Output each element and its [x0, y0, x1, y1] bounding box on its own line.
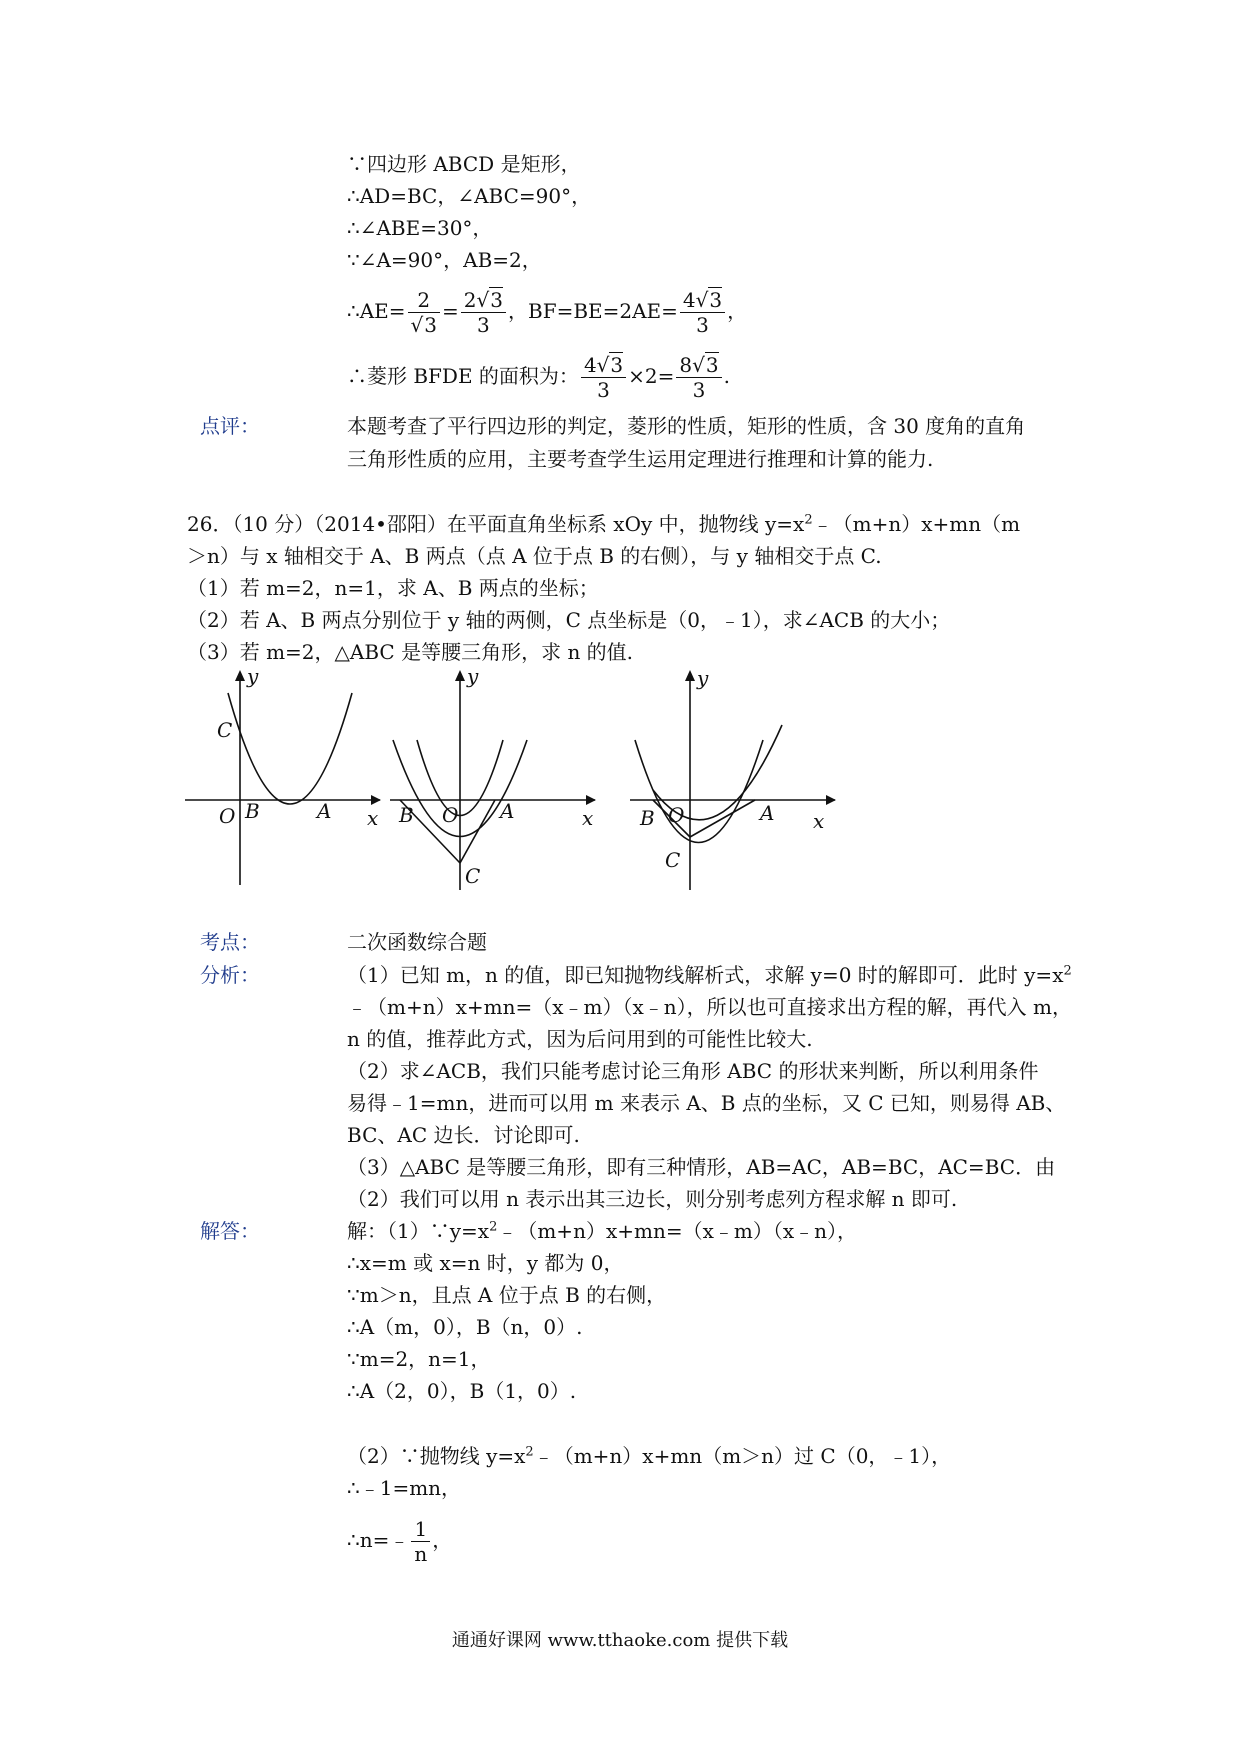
- comment-line-1: 本题考查了平行四边形的判定，菱形的性质，矩形的性质，含 30 度角的直角: [347, 414, 1026, 438]
- solution-line-4: ∴A（m，0），B（n，0）.: [347, 1315, 583, 1339]
- fraction: [680, 288, 725, 337]
- segment-ac: [460, 800, 495, 863]
- text: ∴AE=: [347, 299, 406, 323]
- text: ，BF=BE=2AE=: [508, 299, 678, 323]
- problem-line-4: （2）若 A、B 两点分别位于 y 轴的两侧，C 点坐标是（0，﹣1），求∠ACB 的大小；: [187, 608, 951, 632]
- fraction: [461, 288, 506, 337]
- text: ﹣（m+n）x+mn=（x﹣m）（x﹣n），: [497, 1219, 857, 1243]
- y-axis-arrow: [685, 670, 695, 681]
- radicand: 3: [709, 288, 723, 312]
- x-axis-arrow: [826, 795, 836, 805]
- text: =: [442, 299, 459, 323]
- problem-line-5: （3）若 m=2，△ABC 是等腰三角形，求 n 的值.: [187, 640, 634, 664]
- kaodian-text: 二次函数综合题: [347, 930, 487, 954]
- x-label: x: [582, 806, 594, 830]
- origin-label: O: [668, 803, 685, 827]
- denominator: 3: [696, 313, 709, 337]
- parabola: [228, 693, 352, 804]
- solution-line-6: ∴A（2，0），B（1，0）.: [347, 1379, 577, 1403]
- denominator: 3: [477, 313, 490, 337]
- denominator: 3: [692, 378, 706, 402]
- solution-line-3: ∵m＞n，且点 A 位于点 B 的右侧，: [347, 1283, 667, 1307]
- analysis-line-5: 易得﹣1=mn，进而可以用 m 来表示 A、B 点的坐标，又 C 已知，则易得 AB、: [347, 1091, 1066, 1115]
- text: 解：（1）∵y=x: [347, 1219, 490, 1243]
- analysis-line-8: （2）我们可以用 n 表示出其三边长，则分别考虑列方程求解 n 即可.: [347, 1187, 958, 1211]
- analysis-line-7: （3）△ABC 是等腰三角形，即有三种情形，AB=AC，AB=BC，AC=BC．由: [347, 1155, 1056, 1179]
- solution-label: 解答：: [200, 1219, 260, 1243]
- x-axis-arrow: [586, 795, 596, 805]
- point-b-label: B: [245, 799, 260, 823]
- solution-line-7: [347, 1442, 951, 1470]
- analysis-line-4: （2）求∠ACB，我们只能考虑讨论三角形 ABC 的形状来判断，所以利用条件: [347, 1059, 1039, 1083]
- proof-line-4: ∵∠A=90°，AB=2，: [347, 248, 542, 272]
- coef: 2: [463, 288, 477, 312]
- text: ∴菱形 BFDE 的面积为：: [347, 364, 579, 388]
- problem-line-2: ＞n）与 x 轴相交于 A、B 两点（点 A 位于点 B 的右侧），与 y 轴相交于点 C.: [187, 544, 882, 568]
- fraction: [676, 353, 721, 402]
- proof-line-1: ∵四边形 ABCD 是矩形，: [347, 152, 581, 176]
- y-label: y: [247, 665, 259, 688]
- denominator: 3: [597, 378, 610, 402]
- solution-line-9: [347, 1512, 452, 1568]
- page-footer: 通通好课网 www.tthaoke.com 提供下载: [451, 1630, 789, 1651]
- y-axis-arrow: [235, 670, 245, 681]
- text: ﹣（m+n）x+mn（m＞n）过 C（0，﹣1），: [533, 1444, 952, 1468]
- analysis-line-6: BC、AC 边长．讨论即可.: [347, 1123, 580, 1147]
- proof-line-3: ∴∠ABE=30°，: [347, 216, 493, 240]
- point-a-label: A: [317, 799, 332, 823]
- superscript: 2: [804, 512, 813, 528]
- point-b-label: B: [399, 803, 414, 827]
- proof-line-6: [347, 348, 730, 404]
- comment-line-2: 三角形性质的应用，主要考查学生运用定理进行推理和计算的能力.: [347, 447, 934, 471]
- fraction: [581, 353, 626, 402]
- origin-label: O: [219, 804, 236, 828]
- text: ，: [727, 299, 748, 323]
- point-c-label: C: [665, 848, 681, 872]
- coef: 4: [583, 353, 597, 377]
- fraction: [411, 1517, 430, 1566]
- origin-label: O: [442, 803, 459, 827]
- text: ﹣（m+n）x+mn（m: [812, 512, 1021, 536]
- problem-line-1: [187, 510, 1020, 538]
- numerator: 4√3: [581, 353, 626, 378]
- radicand: 3: [424, 313, 438, 337]
- numerator: 2√3: [461, 288, 506, 313]
- text: （2）∵抛物线 y=x: [347, 1444, 526, 1468]
- numerator: 4√3: [680, 288, 725, 313]
- text: （1）已知 m，n 的值，即已知抛物线解析式，求解 y=0 时的解即可．此时 y=x: [347, 963, 1064, 987]
- text: 26．（10 分）（2014•邵阳）在平面直角坐标系 xOy 中，抛物线 y=x: [187, 512, 805, 536]
- point-c-label: C: [217, 718, 233, 742]
- denominator: √3: [410, 313, 438, 337]
- comment-label: 点评：: [200, 414, 260, 438]
- parabola-figure-2: [385, 665, 605, 895]
- kaodian-label: 考点：: [200, 930, 260, 954]
- radicand: 3: [705, 353, 719, 377]
- point-a-label: A: [500, 799, 515, 823]
- point-a-label: A: [760, 801, 775, 825]
- x-label: x: [813, 809, 825, 833]
- text: ，: [432, 1528, 453, 1552]
- parabola-figure-1: [185, 665, 390, 895]
- analysis-line-3: n 的值，推荐此方式，因为后问用到的可能性比较大.: [347, 1027, 813, 1051]
- denominator: n: [414, 1542, 428, 1566]
- coef: 4: [682, 288, 696, 312]
- radicand: 3: [610, 353, 624, 377]
- solution-line-1: [347, 1217, 857, 1245]
- superscript: 2: [489, 1219, 498, 1235]
- proof-line-5: [347, 283, 747, 339]
- coef: 8: [679, 353, 693, 377]
- point-c-label: C: [465, 864, 481, 888]
- numerator: 1: [411, 1517, 430, 1542]
- solution-line-2: ∴x=m 或 x=n 时，y 都为 0，: [347, 1251, 624, 1275]
- y-label: y: [467, 665, 479, 688]
- radicand: 3: [490, 288, 503, 312]
- analysis-label: 分析：: [200, 963, 260, 987]
- proof-line-2: ∴AD=BC，∠ABC=90°，: [347, 184, 592, 208]
- y-label: y: [697, 666, 709, 690]
- fraction: [408, 288, 440, 337]
- analysis-line-2: ﹣（m+n）x+mn=（x﹣m）（x﹣n），所以也可直接求出方程的解，再代入 m，: [347, 995, 1072, 1019]
- numerator: 2: [408, 288, 440, 313]
- text: .: [723, 364, 730, 388]
- problem-line-3: （1）若 m=2，n=1，求 A、B 两点的坐标；: [187, 576, 599, 600]
- superscript: 2: [525, 1444, 534, 1460]
- x-label: x: [367, 806, 379, 830]
- text: ×2=: [628, 364, 675, 388]
- point-b-label: B: [640, 806, 655, 830]
- solution-line-5: ∵m=2，n=1，: [347, 1347, 491, 1371]
- numerator: 8√3: [676, 353, 721, 378]
- superscript: 2: [1063, 963, 1072, 979]
- parabola-figure-3: [625, 665, 850, 895]
- analysis-line-1: [347, 961, 1072, 989]
- text: ∴n=﹣: [347, 1528, 410, 1552]
- segment-ac: [690, 800, 755, 837]
- x-axis-arrow: [371, 795, 381, 805]
- solution-line-8: ∴﹣1=mn，: [347, 1476, 462, 1500]
- y-axis-arrow: [455, 670, 465, 681]
